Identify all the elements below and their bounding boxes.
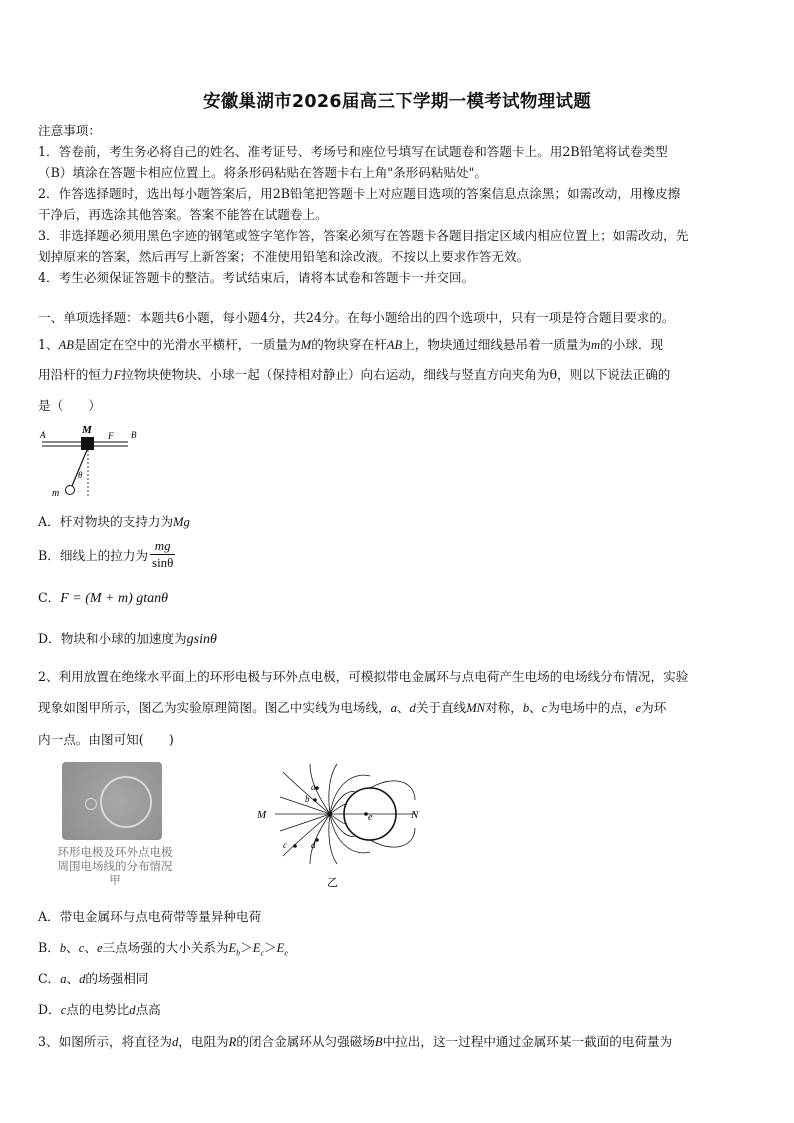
photo-caption: 环形电极及环外点电极 周围电场线的分布情况 甲	[57, 845, 173, 887]
diagram-label-c: c	[283, 840, 287, 850]
q2-field-diagram	[255, 762, 425, 892]
notice-line: 2．作答选择题时，选出每小题答案后，用2B铅笔把答题卡上对应题目选项的答案信息点涂黑；如需改动，用橡皮擦	[38, 186, 681, 201]
q1-option-d: D．物块和小球的加速度为gsinθ	[38, 631, 217, 647]
q1-stem-line: 1、AB是固定在空中的光滑水平横杆，一质量为M的物块穿在杆AB上，物块通过细线悬吊着一质量为m的小球．现	[38, 337, 664, 352]
diagram-label-a: a	[311, 782, 316, 792]
notice-heading: 注意事项：	[38, 123, 101, 138]
notice-line: 1．答卷前，考生务必将自己的姓名、准考证号、考场号和座位号填写在试题卷和答题卡上。用2B铅笔将试卷类型	[38, 144, 668, 159]
q1-option-b: B．细线上的拉力为 $\frac{mg}{\sin\theta}$	[38, 538, 174, 570]
notice-line: 干净后，再选涂其他答案。答案不能答在试题卷上。	[38, 207, 328, 222]
notice-line: 4．考生必须保证答题卡的整洁。考试结束后，请将本试卷和答题卡一并交回。	[38, 270, 475, 285]
diagram-caption: 乙	[327, 876, 338, 889]
q2-photo	[62, 762, 162, 840]
fig-label-m-ball: m	[52, 488, 60, 499]
diagram-label-n: N	[411, 809, 419, 821]
point-electrode	[85, 798, 97, 810]
diagram-label-m: M	[257, 809, 267, 821]
fig-label-b: B	[131, 430, 137, 440]
fig-label-a: A	[40, 430, 46, 440]
q2-stem-line: 2、利用放置在绝缘水平面上的环形电极与环外点电极，可模拟带电金属环与点电荷产生电场的电场线分布情况，实验	[38, 669, 689, 684]
diagram-label-e: e	[368, 812, 373, 823]
notice-line: （B）填涂在答题卡相应位置上。将条形码粘贴在答题卡右上角"条形码粘贴处"。	[38, 165, 488, 180]
q1-option-a: A．杆对物块的支持力为Mg	[38, 514, 190, 529]
fig-label-theta: θ	[78, 470, 83, 480]
q2-option-a: A．带电金属环与点电荷带等量异种电荷	[38, 909, 262, 924]
q2-option-b: B．b、c、e三点场强的大小关系为$E_b>E_c>E_e$	[38, 940, 288, 958]
page-title: 安徽巢湖市2026届高三下学期一模考试物理试题	[202, 92, 592, 112]
q1-option-c: C．F = (M + m) gtanθ	[38, 590, 169, 606]
q3-stem-line: 3、如图所示，将直径为d，电阻为R的闭合金属环从匀强磁场B中拉出，这一过程中通过金属环某一截面的电荷量为	[38, 1034, 673, 1049]
q1-stem-line: 是（ ）	[38, 398, 101, 413]
section-heading: 一、单项选择题：本题共6小题，每小题4分，共24分。在每小题给出的四个选项中，只有一项是符合题目要求的。	[38, 310, 675, 325]
notice-line: 划掉原来的答案，然后再写上新答案；不准使用铅笔和涂改液。不按以上要求作答无效。	[38, 249, 530, 264]
diagram-label-b: b	[305, 794, 310, 804]
q2-option-c: C．a、d的场强相同	[38, 971, 149, 986]
q1-figure	[36, 420, 146, 500]
q1-stem-line: 用沿杆的恒力F拉物块使物块、小球一起（保持相对静止）向右运动，细线与竖直方向夹角为θ，则以下说法正确的	[38, 367, 671, 382]
fig-label-f: F	[108, 431, 114, 441]
q2-stem-line: 内一点。由图可知( )	[38, 732, 174, 747]
fig-label-m-block: M	[82, 424, 92, 436]
notice-line: 3．非选择题必须用黑色字迹的钢笔或签字笔作答，答案必须写在答题卡各题目指定区域内相应位置上；如需改动，先	[38, 228, 689, 243]
ring-electrode	[100, 776, 152, 828]
diagram-label-d: d	[311, 840, 316, 850]
q2-stem-line: 现象如图甲所示，图乙为实验原理简图。图乙中实线为电场线，a、d关于直线MN对称，b、c为电场中的点，e为环	[38, 700, 667, 715]
q2-option-d: D．c点的电势比d点高	[38, 1002, 161, 1017]
